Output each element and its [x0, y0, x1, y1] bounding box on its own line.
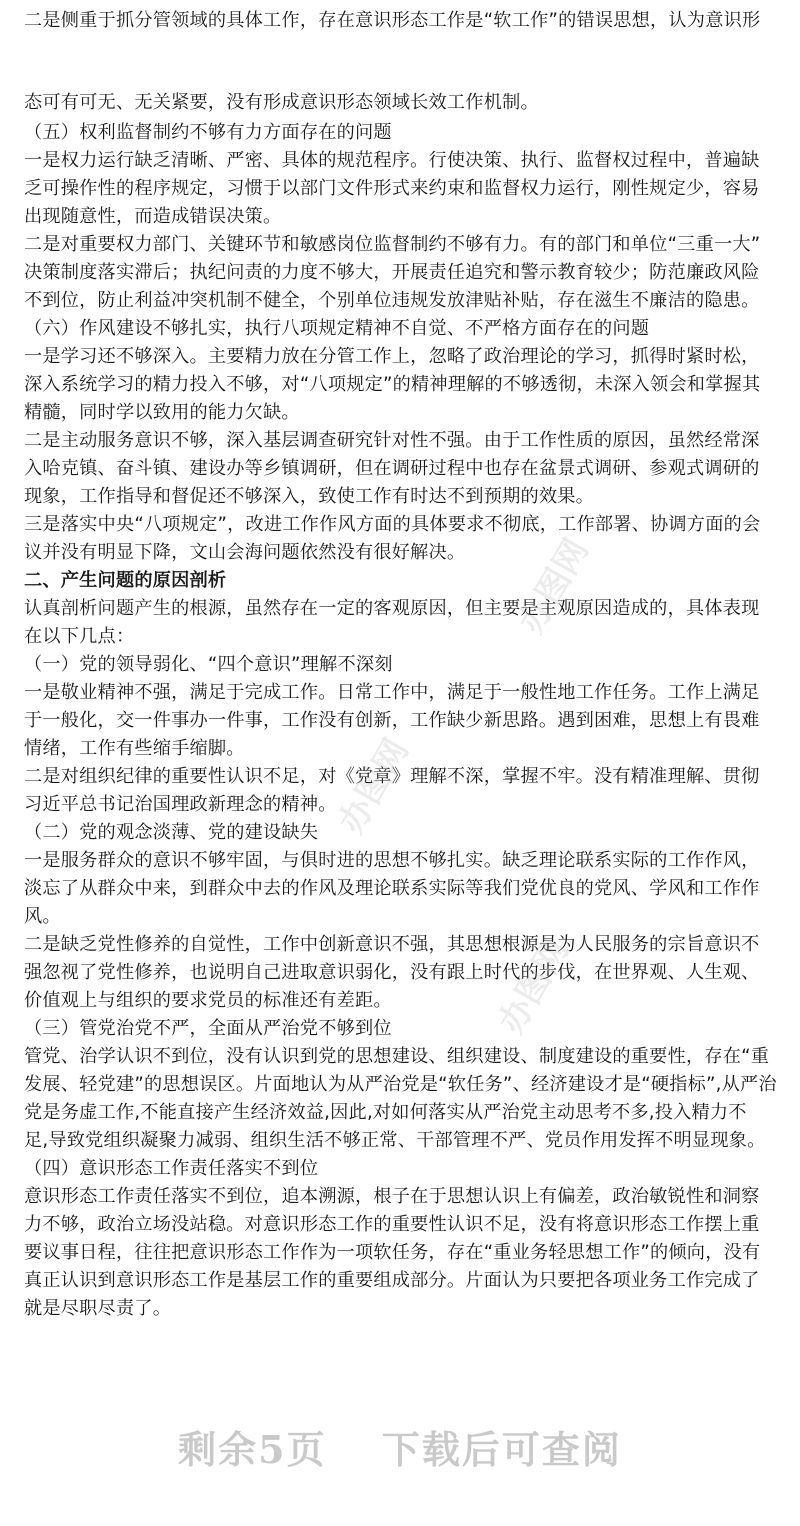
paragraph-line: 风。: [24, 906, 61, 927]
paragraph-line: 精髓，同时学以致用的能力欠缺。: [24, 402, 300, 423]
paragraph-line: 淡忘了从群众中来，到群众中去的作风及理论联系实际等我们党优良的党风、学风和工作作: [24, 878, 760, 899]
paragraph-line: 一是权力运行缺乏清晰、严密、具体的规范程序。行使决策、执行、监督权过程中，普遍缺: [24, 150, 760, 171]
paragraph-line: 党是务虚工作,不能直接产生经济效益,因此,对如何落实从严治党主动思考不多,投入精力不: [24, 1102, 747, 1123]
paragraph-line: 意识形态工作责任落实不到位，追本溯源，根子在于思想认识上有偏差，政治敏锐性和洞察: [24, 1186, 760, 1207]
section-heading: （五）权利监督制约不够有力方面存在的问题: [24, 122, 392, 143]
paragraph-line: 足,导致党组织凝聚力减弱、组织生活不够正常、干部管理不严、党员作用发挥不明显现象。: [24, 1130, 766, 1151]
paragraph-line: 就是尽职尽责了。: [24, 1298, 172, 1319]
paragraph-line: 一是学习还不够深入。主要精力放在分管工作上，忽略了政治理论的学习，抓得时紧时松，: [24, 346, 760, 367]
paragraph-line: 乏可操作性的程序规定，习惯于以部门文件形式来约束和监督权力运行，刚性规定少，容易: [24, 178, 760, 199]
paragraph-line: 要议事日程，往往把意识形态工作作为一项软任务，存在“重业务轻思想工作”的倾向，没有: [24, 1242, 761, 1263]
paragraph-line: 情绪，工作有些缩手缩脚。: [24, 738, 245, 759]
paragraph-line: 出现随意性，而造成错误决策。: [24, 206, 282, 227]
watermark: 办图网: [491, 932, 577, 1041]
paragraph-line: 认真剖析问题产生的根源，虽然存在一定的客观原因，但主要是主观原因造成的，具体表现: [24, 598, 760, 619]
paragraph-line: 习近平总书记治国理政新理念的精神。: [24, 794, 337, 815]
paragraph-line: 发展、轻党建”的思想误区。片面地认为从严治党是“软任务”、经济建设才是“硬指标”,从严治: [24, 1074, 777, 1095]
section-heading: （六）作风建设不够扎实，执行八项规定精神不自觉、不严格方面存在的问题: [24, 318, 650, 339]
watermark: 办图网: [511, 532, 597, 641]
section-heading: （二）党的观念淡薄、党的建设缺失: [24, 822, 319, 843]
paragraph-line: 力不够，政治立场没站稳。对意识形态工作的重要性认识不足，没有将意识形态工作摆上重: [24, 1214, 760, 1235]
paragraph-line: 决策制度落实滞后；执纪问责的力度不够大，开展责任追究和警示教育较少；防范廉政风险: [24, 262, 760, 283]
paragraph-line: 三是落实中央“八项规定”，改进工作作风方面的具体要求不彻底，工作部署、协调方面的会: [24, 514, 761, 535]
paragraph-line: 现象，工作指导和督促还不够深入，致使工作有时达不到预期的效果。: [24, 486, 595, 507]
section-heading: （三）管党治党不严，全面从严治党不够到位: [24, 1018, 392, 1039]
paragraph-line: 强忽视了党性修养，也说明自己进取意识弱化，没有跟上时代的步伐，在世界观、人生观、: [24, 962, 760, 983]
paragraph-line: 于一般化，交一件事办一件事，工作没有创新，工作缺少新思路。遇到困难，思想上有畏难: [24, 710, 760, 731]
paragraph-line: 二是对重要权力部门、关键环节和敏感岗位监督制约不够有力。有的部门和单位“三重一大”: [24, 234, 761, 255]
chapter-heading: 二、产生问题的原因剖析: [24, 570, 227, 591]
watermark: 办图网: [331, 732, 417, 841]
paragraph-line: 议并没有明显下降，文山会海问题依然没有很好解决。: [24, 542, 466, 563]
paragraph-line: 深入系统学习的精力投入不够，对“八项规定”的精神理解的不够透彻，未深入领会和掌握其: [24, 374, 761, 395]
paragraph-line: 价值观上与组织的要求党员的标准还有差距。: [24, 990, 392, 1011]
paragraph-line: 不到位，防止利益冲突机制不健全，个别单位违规发放津贴补贴，存在滋生不廉洁的隐患。: [24, 290, 760, 311]
paragraph-line: 二是主动服务意识不够，深入基层调查研究针对性不强。由于工作性质的原因，虽然经常深: [24, 430, 760, 451]
paragraph-line: 二是对组织纪律的重要性认识不足，对《党章》理解不深，掌握不牢。没有精准理解、贯彻: [24, 766, 760, 787]
download-to-read-label: 下载后可查阅: [381, 1427, 622, 1472]
paragraph-line: 入哈克镇、奋斗镇、建设办等乡镇调研，但在调研过程中也存在盆景式调研、参观式调研的: [24, 458, 760, 479]
paragraph-line: 在以下几点：: [24, 626, 135, 647]
paragraph-line: 二是侧重于抓分管领域的具体工作，存在意识形态工作是“软工作”的错误思想，认为意识形: [24, 10, 761, 31]
section-heading: （一）党的领导弱化、“四个意识”理解不深刻: [24, 654, 393, 675]
section-heading: （四）意识形态工作责任落实不到位: [24, 1158, 319, 1179]
paragraph-line: 一是敬业精神不强，满足于完成工作。日常工作中，满足于一般性地工作任务。工作上满足: [24, 682, 760, 703]
paragraph-line: 管党、治学认识不到位，没有认识到党的思想建设、组织建设、制度建设的重要性，存在“重: [24, 1046, 770, 1067]
paragraph-line: 一是服务群众的意识不够牢固，与俱时进的思想不够扎实。缺乏理论联系实际的工作作风，: [24, 850, 760, 871]
paragraph-line: 二是缺乏党性修养的自觉性，工作中创新意识不强，其思想根源是为人民服务的宗旨意识不: [24, 934, 760, 955]
remaining-pages-label: 剩余5页: [178, 1427, 327, 1472]
download-prompt[interactable]: [0, 1420, 800, 1480]
paragraph-line: 真正认识到意识形态工作是基层工作的重要组成部分。片面认为只要把各项业务工作完成了: [24, 1270, 760, 1291]
paragraph-line: 态可有可无、无关紧要，没有形成意识形态领域长效工作机制。: [24, 92, 539, 113]
